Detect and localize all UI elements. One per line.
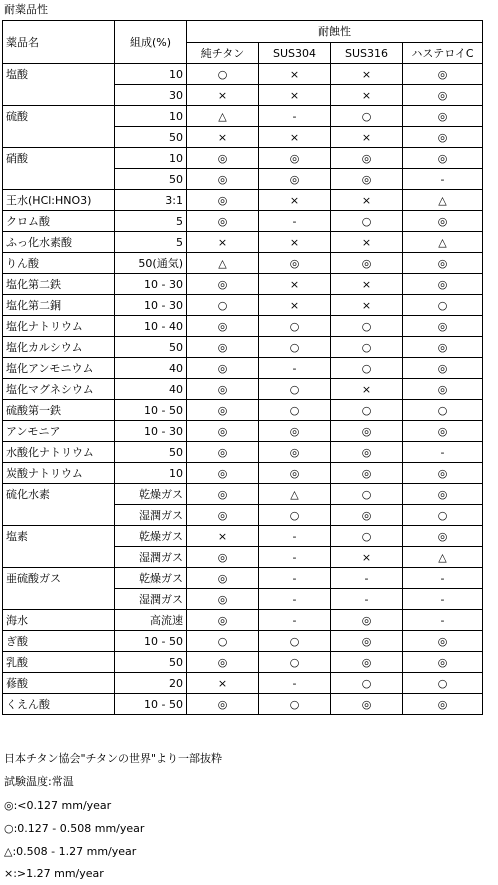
- composition-cell: 10 - 30: [115, 421, 187, 442]
- table-body: [3, 64, 483, 715]
- resistance-rating-cell: ◎: [403, 631, 483, 652]
- resistance-rating-cell: ○: [331, 484, 403, 505]
- legend-item: ○:0.127 - 0.508 mm/year: [4, 822, 145, 835]
- resistance-rating-cell: ○: [187, 64, 259, 85]
- resistance-rating-cell: ◎: [187, 484, 259, 505]
- composition-cell: 10 - 30: [115, 295, 187, 316]
- resistance-rating-cell: -: [259, 106, 331, 127]
- resistance-rating-cell: ◎: [187, 337, 259, 358]
- resistance-rating-cell: ◎: [403, 358, 483, 379]
- chemical-name-cell: アンモニア: [3, 421, 115, 442]
- composition-cell: 50: [115, 337, 187, 358]
- header-material: 純チタン: [187, 43, 259, 64]
- chemical-name-cell: 亜硫酸ガス: [3, 568, 115, 589]
- composition-cell: 3:1: [115, 190, 187, 211]
- resistance-rating-cell: -: [331, 568, 403, 589]
- resistance-rating-cell: ○: [403, 505, 483, 526]
- resistance-rating-cell: ×: [331, 274, 403, 295]
- resistance-rating-cell: ×: [331, 64, 403, 85]
- resistance-rating-cell: △: [403, 232, 483, 253]
- chemical-name-cell: ぎ酸: [3, 631, 115, 652]
- chemical-name-cell: [3, 505, 115, 526]
- resistance-rating-cell: ◎: [331, 694, 403, 715]
- table-row: [3, 295, 483, 316]
- chemical-name-cell: 海水: [3, 610, 115, 631]
- composition-cell: 乾燥ガス: [115, 568, 187, 589]
- composition-cell: 30: [115, 85, 187, 106]
- resistance-rating-cell: ◎: [403, 316, 483, 337]
- resistance-rating-cell: -: [259, 568, 331, 589]
- resistance-rating-cell: -: [259, 358, 331, 379]
- table-row: [3, 85, 483, 106]
- table-row: [3, 106, 483, 127]
- resistance-rating-cell: ◎: [259, 421, 331, 442]
- page-title: 耐薬品性: [4, 3, 48, 16]
- table-row: [3, 568, 483, 589]
- table-row: [3, 610, 483, 631]
- resistance-rating-cell: ◎: [187, 442, 259, 463]
- table-row: [3, 631, 483, 652]
- resistance-rating-cell: ◎: [331, 631, 403, 652]
- table-row: [3, 652, 483, 673]
- resistance-rating-cell: ×: [259, 232, 331, 253]
- resistance-rating-cell: ◎: [403, 211, 483, 232]
- chemical-name-cell: 塩化マグネシウム: [3, 379, 115, 400]
- composition-cell: 乾燥ガス: [115, 484, 187, 505]
- chemical-name-cell: [3, 169, 115, 190]
- resistance-rating-cell: ×: [187, 526, 259, 547]
- chemical-name-cell: くえん酸: [3, 694, 115, 715]
- composition-cell: 10: [115, 148, 187, 169]
- header-material: ハステロイC: [403, 43, 483, 64]
- resistance-rating-cell: ◎: [187, 169, 259, 190]
- resistance-rating-cell: ◎: [187, 400, 259, 421]
- chemical-resistance-table: [2, 20, 483, 715]
- table-row: [3, 589, 483, 610]
- resistance-rating-cell: ×: [331, 85, 403, 106]
- resistance-rating-cell: ×: [259, 85, 331, 106]
- resistance-rating-cell: ○: [259, 400, 331, 421]
- resistance-rating-cell: △: [187, 106, 259, 127]
- header-material: SUS304: [259, 43, 331, 64]
- composition-cell: 10 - 50: [115, 631, 187, 652]
- header-resistance: 耐蝕性: [187, 21, 483, 43]
- resistance-rating-cell: ○: [259, 652, 331, 673]
- chemical-name-cell: [3, 85, 115, 106]
- resistance-rating-cell: ◎: [187, 589, 259, 610]
- table-row: [3, 526, 483, 547]
- resistance-rating-cell: ○: [331, 673, 403, 694]
- resistance-rating-cell: ×: [259, 295, 331, 316]
- chemical-name-cell: 塩化第二鉄: [3, 274, 115, 295]
- composition-cell: 10 - 40: [115, 316, 187, 337]
- resistance-rating-cell: ◎: [403, 421, 483, 442]
- table-row: [3, 190, 483, 211]
- table-row: [3, 505, 483, 526]
- resistance-rating-cell: ◎: [331, 253, 403, 274]
- resistance-rating-cell: -: [403, 442, 483, 463]
- table-row: [3, 148, 483, 169]
- source-note: 日本チタン協会"チタンの世界"より一部抜粋: [4, 752, 223, 765]
- resistance-rating-cell: -: [259, 211, 331, 232]
- resistance-rating-cell: ○: [403, 673, 483, 694]
- resistance-rating-cell: ○: [331, 106, 403, 127]
- composition-cell: 乾燥ガス: [115, 526, 187, 547]
- resistance-rating-cell: -: [403, 589, 483, 610]
- header-chemical: 薬品名: [3, 21, 115, 64]
- resistance-rating-cell: ◎: [259, 442, 331, 463]
- resistance-rating-cell: ○: [259, 337, 331, 358]
- chemical-name-cell: 硫酸: [3, 106, 115, 127]
- resistance-rating-cell: ×: [331, 379, 403, 400]
- composition-cell: 10: [115, 64, 187, 85]
- resistance-rating-cell: ◎: [403, 694, 483, 715]
- composition-cell: 10 - 30: [115, 274, 187, 295]
- chemical-name-cell: 蓚酸: [3, 673, 115, 694]
- resistance-rating-cell: ◎: [331, 463, 403, 484]
- table-row: [3, 64, 483, 85]
- chemical-name-cell: ふっ化水素酸: [3, 232, 115, 253]
- resistance-rating-cell: ×: [331, 190, 403, 211]
- composition-cell: 40: [115, 358, 187, 379]
- resistance-rating-cell: ×: [331, 295, 403, 316]
- resistance-rating-cell: ◎: [187, 610, 259, 631]
- chemical-name-cell: 塩化第二銅: [3, 295, 115, 316]
- table-row: [3, 337, 483, 358]
- chemical-name-cell: クロム酸: [3, 211, 115, 232]
- resistance-rating-cell: ○: [331, 358, 403, 379]
- chemical-name-cell: [3, 547, 115, 568]
- resistance-rating-cell: ○: [187, 295, 259, 316]
- resistance-rating-cell: ○: [259, 505, 331, 526]
- composition-cell: 40: [115, 379, 187, 400]
- legend-item: ×:>1.27 mm/year: [4, 867, 104, 880]
- chemical-name-cell: [3, 589, 115, 610]
- composition-cell: 50: [115, 169, 187, 190]
- table-row: [3, 463, 483, 484]
- resistance-rating-cell: ◎: [331, 505, 403, 526]
- resistance-rating-cell: ◎: [331, 610, 403, 631]
- table-row: [3, 442, 483, 463]
- composition-cell: 10 - 50: [115, 694, 187, 715]
- resistance-rating-cell: ◎: [259, 463, 331, 484]
- table-row: [3, 253, 483, 274]
- resistance-rating-cell: ○: [331, 316, 403, 337]
- composition-cell: 10: [115, 463, 187, 484]
- resistance-rating-cell: ○: [187, 631, 259, 652]
- chemical-name-cell: 硝酸: [3, 148, 115, 169]
- resistance-rating-cell: ×: [187, 232, 259, 253]
- resistance-rating-cell: ◎: [259, 169, 331, 190]
- composition-cell: 50: [115, 442, 187, 463]
- resistance-rating-cell: ◎: [403, 148, 483, 169]
- table-row: [3, 400, 483, 421]
- resistance-rating-cell: ◎: [331, 442, 403, 463]
- resistance-rating-cell: ◎: [403, 253, 483, 274]
- chemical-name-cell: 塩素: [3, 526, 115, 547]
- chemical-name-cell: 王水(HCl:HNO3): [3, 190, 115, 211]
- chemical-name-cell: 硫化水素: [3, 484, 115, 505]
- composition-cell: 5: [115, 232, 187, 253]
- resistance-rating-cell: ×: [259, 64, 331, 85]
- resistance-rating-cell: ◎: [187, 694, 259, 715]
- resistance-rating-cell: ◎: [187, 652, 259, 673]
- composition-cell: 湿潤ガス: [115, 505, 187, 526]
- table-row: [3, 232, 483, 253]
- resistance-rating-cell: △: [403, 547, 483, 568]
- chemical-name-cell: りん酸: [3, 253, 115, 274]
- legend-item: ◎:<0.127 mm/year: [4, 799, 112, 812]
- resistance-rating-cell: ○: [259, 379, 331, 400]
- resistance-rating-cell: ×: [259, 190, 331, 211]
- resistance-rating-cell: ◎: [187, 190, 259, 211]
- table-row: [3, 547, 483, 568]
- resistance-rating-cell: ◎: [403, 106, 483, 127]
- composition-cell: 高流速: [115, 610, 187, 631]
- resistance-rating-cell: ×: [259, 127, 331, 148]
- resistance-rating-cell: ×: [331, 547, 403, 568]
- resistance-rating-cell: ×: [331, 232, 403, 253]
- chemical-name-cell: 硫酸第一鉄: [3, 400, 115, 421]
- table-row: [3, 169, 483, 190]
- resistance-rating-cell: -: [259, 526, 331, 547]
- chemical-name-cell: 水酸化ナトリウム: [3, 442, 115, 463]
- resistance-rating-cell: ◎: [403, 337, 483, 358]
- resistance-rating-cell: ◎: [403, 127, 483, 148]
- resistance-rating-cell: ×: [259, 274, 331, 295]
- resistance-rating-cell: ◎: [403, 64, 483, 85]
- resistance-rating-cell: ○: [331, 337, 403, 358]
- chemical-name-cell: 塩化カルシウム: [3, 337, 115, 358]
- resistance-rating-cell: ◎: [331, 148, 403, 169]
- resistance-rating-cell: ○: [403, 295, 483, 316]
- resistance-rating-cell: ○: [331, 211, 403, 232]
- chemical-name-cell: 塩酸: [3, 64, 115, 85]
- resistance-rating-cell: -: [403, 169, 483, 190]
- resistance-rating-cell: ◎: [403, 652, 483, 673]
- composition-cell: 20: [115, 673, 187, 694]
- composition-cell: 10: [115, 106, 187, 127]
- resistance-rating-cell: -: [259, 547, 331, 568]
- chemical-name-cell: 炭酸ナトリウム: [3, 463, 115, 484]
- table-row: [3, 694, 483, 715]
- resistance-rating-cell: ○: [331, 400, 403, 421]
- resistance-rating-cell: △: [259, 484, 331, 505]
- resistance-rating-cell: ×: [331, 127, 403, 148]
- resistance-rating-cell: ◎: [187, 547, 259, 568]
- test-temperature: 試験温度:常温: [4, 775, 74, 788]
- table-row: [3, 358, 483, 379]
- resistance-rating-cell: ×: [187, 127, 259, 148]
- resistance-rating-cell: ◎: [331, 652, 403, 673]
- table-row: [3, 316, 483, 337]
- table-row: [3, 379, 483, 400]
- resistance-rating-cell: △: [403, 190, 483, 211]
- header-composition: 組成(%): [115, 21, 187, 64]
- resistance-rating-cell: ◎: [403, 463, 483, 484]
- resistance-rating-cell: ◎: [187, 211, 259, 232]
- table-row: [3, 127, 483, 148]
- resistance-rating-cell: ◎: [403, 379, 483, 400]
- resistance-rating-cell: ○: [331, 526, 403, 547]
- table-row: [3, 211, 483, 232]
- composition-cell: 50: [115, 127, 187, 148]
- table-row: [3, 274, 483, 295]
- composition-cell: 50: [115, 652, 187, 673]
- resistance-rating-cell: ×: [187, 85, 259, 106]
- resistance-rating-cell: ◎: [403, 274, 483, 295]
- resistance-rating-cell: -: [403, 610, 483, 631]
- resistance-rating-cell: ◎: [187, 274, 259, 295]
- resistance-rating-cell: ◎: [331, 421, 403, 442]
- resistance-rating-cell: ○: [259, 631, 331, 652]
- resistance-rating-cell: ○: [403, 400, 483, 421]
- resistance-rating-cell: -: [259, 610, 331, 631]
- header-material: SUS316: [331, 43, 403, 64]
- resistance-rating-cell: ◎: [259, 148, 331, 169]
- resistance-rating-cell: ◎: [187, 568, 259, 589]
- chemical-name-cell: [3, 127, 115, 148]
- composition-cell: 湿潤ガス: [115, 547, 187, 568]
- table-row: [3, 421, 483, 442]
- resistance-rating-cell: △: [187, 253, 259, 274]
- resistance-rating-cell: -: [403, 568, 483, 589]
- resistance-rating-cell: -: [259, 589, 331, 610]
- resistance-rating-cell: ◎: [187, 316, 259, 337]
- legend-item: △:0.508 - 1.27 mm/year: [4, 845, 137, 858]
- chemical-name-cell: 塩化ナトリウム: [3, 316, 115, 337]
- resistance-rating-cell: ◎: [187, 358, 259, 379]
- resistance-rating-cell: ◎: [187, 421, 259, 442]
- resistance-rating-cell: ◎: [187, 505, 259, 526]
- resistance-rating-cell: ○: [259, 316, 331, 337]
- chemical-name-cell: 乳酸: [3, 652, 115, 673]
- composition-cell: 10 - 50: [115, 400, 187, 421]
- resistance-rating-cell: ◎: [259, 253, 331, 274]
- table-row: [3, 484, 483, 505]
- composition-cell: 50(通気): [115, 253, 187, 274]
- resistance-rating-cell: ◎: [187, 379, 259, 400]
- composition-cell: 湿潤ガス: [115, 589, 187, 610]
- resistance-rating-cell: -: [259, 673, 331, 694]
- resistance-rating-cell: ◎: [187, 148, 259, 169]
- composition-cell: 5: [115, 211, 187, 232]
- resistance-rating-cell: ◎: [187, 463, 259, 484]
- resistance-rating-cell: ◎: [331, 169, 403, 190]
- resistance-rating-cell: ◎: [403, 526, 483, 547]
- resistance-rating-cell: ×: [187, 673, 259, 694]
- resistance-rating-cell: ◎: [403, 85, 483, 106]
- resistance-rating-cell: ◎: [403, 484, 483, 505]
- chemical-name-cell: 塩化アンモニウム: [3, 358, 115, 379]
- resistance-rating-cell: -: [331, 589, 403, 610]
- resistance-rating-cell: ○: [259, 694, 331, 715]
- table-row: [3, 673, 483, 694]
